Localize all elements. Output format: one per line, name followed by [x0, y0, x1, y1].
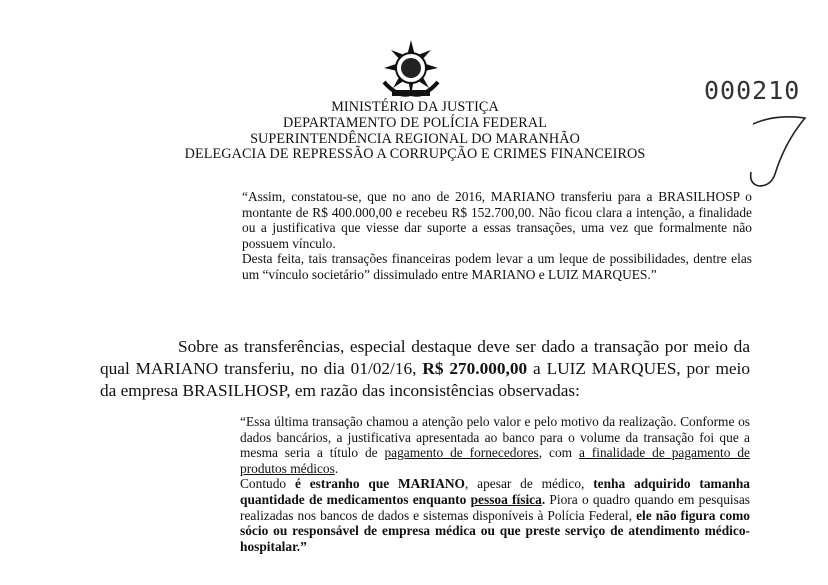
header-delegacy: DELEGACIA DE REPRESSÃO A CORRUPÇÃO E CRIMES FINANCEIROS — [184, 146, 646, 163]
block-quote-1 — [242, 189, 752, 283]
quote2-paragraph-1 — [240, 414, 750, 476]
letterhead — [120, 100, 710, 163]
signature-mark — [745, 112, 815, 194]
coat-of-arms-emblem — [378, 38, 444, 100]
quote1-paragraph-1: “Assim, constatou-se, que no ano de 2016, MARIANO transferiu para a BRASILHOSP o montante de R$ 400.000,00 e recebeu R$ 152.700,00. Não ficou clara a intenção, a finalidade ou a justificativa que viesse dar suporte a essas transações, uma vez que formalmente não possuem vínculo. — [242, 189, 752, 251]
quote2-text: “Essa última transação chamou a atenção pelo valor e pelo motivo da realização. Conforme os dados bancários, a justificativa apresentada ao banco para o volume da transação foi que a mesma seria a título de — [240, 414, 750, 461]
quote2-text: Contudo — [240, 476, 295, 492]
paragraph-text-2: a LUIZ MARQUES, por meio da empresa BRASILHOSP, em razão das inconsistências observadas: — [100, 359, 750, 400]
quote2-bold: é estranho que MARIANO — [294, 476, 465, 492]
header-department: DEPARTAMENTO DE POLÍCIA FEDERAL — [283, 114, 547, 131]
paragraph-amount: R$ 270.000,00 — [422, 359, 528, 378]
quote2-underlined-purpose: a finalidade de pagamento de produtos médicos — [240, 445, 750, 476]
quote2-bold: . — [541, 491, 546, 507]
quote2-bold: ele não figura como sócio ou responsável de empresa médica ou que preste serviço de atendimento médico-hospitalar.” — [240, 507, 750, 554]
page-stamp-number: 000210 — [704, 76, 801, 105]
body-paragraph — [100, 336, 750, 402]
quote2-bold-underlined: pessoa física — [470, 491, 542, 507]
paragraph-text-1: Sobre as transferências, especial destaque deve ser dado a transação por meio da qual MARIANO transferiu, no dia 01/02/16, — [100, 337, 750, 378]
quote2-text: . — [334, 460, 339, 476]
quote2-text: , apesar de médico, — [464, 476, 594, 492]
header-superintendency: SUPERINTENDÊNCIA REGIONAL DO MARANHÃO — [250, 130, 580, 147]
quote2-paragraph-2 — [240, 476, 750, 554]
quote2-underlined-suppliers: pagamento de fornecedores — [384, 445, 539, 461]
quote2-bold: tenha adquirido tamanha quantidade de medicamentos enquanto — [240, 476, 750, 507]
quote2-text: , com — [538, 445, 579, 461]
quote1-paragraph-2: Desta feita, tais transações financeiras podem levar a um leque de possibilidades, dentre elas um “vínculo societário” dissimulado entre MARIANO e LUIZ MARQUES.” — [242, 251, 752, 282]
header-ministry: MINISTÉRIO DA JUSTIÇA — [331, 99, 499, 115]
quote2-text: Piora o quadro quando em pesquisas realizadas nos bancos de dados e sistemas disponíveis à Polícia Federal, — [240, 491, 750, 523]
block-quote-2 — [240, 414, 750, 554]
